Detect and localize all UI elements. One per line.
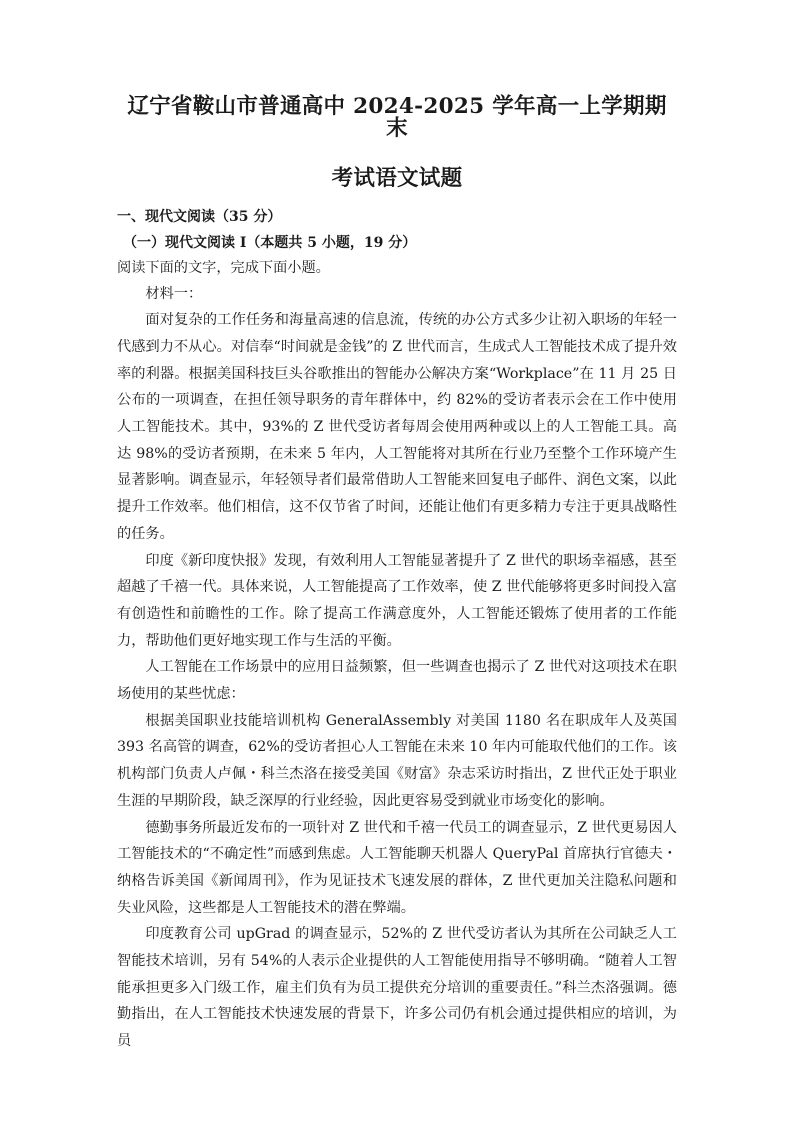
document-title-line-2: 考试语文试题 — [331, 166, 463, 191]
body-paragraph-5: 德勤事务所最近发布的一项针对 Z 世代和千禧一代员工的调查显示，Z 世代更易因人工智能技术的“不确定性”而感到焦虑。人工智能聊天机器人 QueryPal 首席执行官德夫・纳格告诉美国《新闻周刊》，作为见证技术飞速发展的群体，Z 世代更加关注隐私问题和失业风险，这些都是人工智能技术的潜在弊端。 — [117, 819, 677, 916]
document-title-line-1: 辽宁省鞍山市普通高中 2024-2025 学年高一上学期期末 — [127, 94, 667, 141]
material-label: 材料一： — [145, 285, 203, 302]
body-paragraph-1: 面对复杂的工作任务和海量高速的信息流，传统的办公方式多少让初入职场的年轻一代感到力不从心。对信奉“时间就是金钱”的 Z 世代而言，生成式人工智能技术成了提升效率的利器。根据美国科技巨头谷歌推出的智能办公解决方案“Workplace”在 11 月 25 日公布的一项调查，在担任领导职务的青年群体中，约 82%的受访者表示会在工作中使用人工智能技术。其中，93%的 Z 世代受访者每周会使用两种或以上的人工智能工具。高达 98%的受访者预期，在未来 5 年内，人工智能将对其所在行业乃至整个工作环境产生显著影响。调查显示，年轻领导者们最常借助人工智能来回复电子邮件、润色文案，以此提升工作效率。他们相信，这不仅节省了时间，还能让他们有更多精力专注于更具战略性的任务。 — [117, 312, 677, 542]
section-heading: 一、现代文阅读（35 分） — [117, 208, 282, 225]
body-paragraph-3: 人工智能在工作场景中的应用日益频繁，但一些调查也揭示了 Z 世代对这项技术在职场使用的某些忧虑： — [117, 659, 677, 703]
body-paragraph-4: 根据美国职业技能培训机构 GeneralAssembly 对美国 1180 名在职成年人及英国 393 名高管的调查，62%的受访者担心人工智能在未来 10 年内可能取代他们的工作。该机构部门负责人卢佩・科兰杰洛在接受美国《财富》杂志采访时指出，Z 世代正处于职业生涯的早期阶段，缺乏深厚的行业经验，因此更容易受到就业市场变化的影响。 — [117, 712, 677, 809]
reading-instruction: 阅读下面的文字，完成下面小题。 — [117, 259, 330, 276]
body-paragraph-2: 印度《新印度快报》发现，有效利用人工智能显著提升了 Z 世代的职场幸福感，甚至超越了千禧一代。具体来说，人工智能提高了工作效率，使 Z 世代能够将更多时间投入富有创造性和前瞻性的工作。除了提高工作满意度外，人工智能还锻炼了使用者的工作能力，帮助他们更好地实现工作与生活的平衡。 — [117, 552, 677, 649]
body-paragraph-6: 印度教育公司 upGrad 的调查显示，52%的 Z 世代受访者认为其所在公司缺乏人工智能技术培训，另有 54%的人表示企业提供的人工智能使用指导不够明确。“随着人工智能承担更多入门级工作，雇主们负有为员工提供充分培训的重要责任。”科兰杰洛强调。德勤指出，在人工智能技术快速发展的背景下，许多公司仍有机会通过提供相应的培训，为员 — [117, 926, 677, 1050]
subsection-heading: （一）现代文阅读 I（本题共 5 小题，19 分） — [123, 234, 417, 251]
document-page — [117, 92, 677, 1055]
